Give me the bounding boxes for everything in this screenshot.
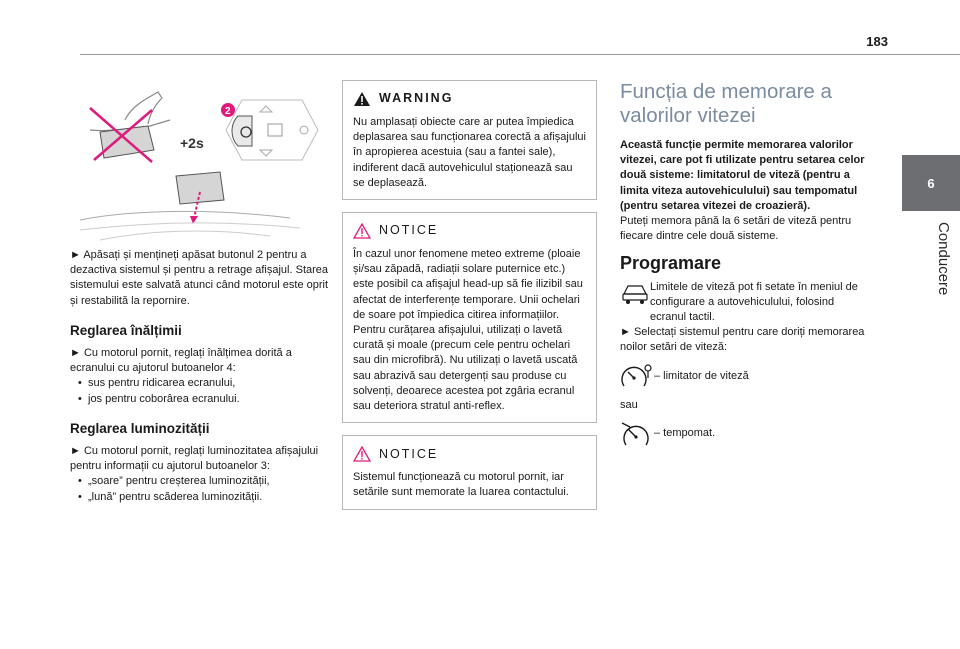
programming-text: Limitele de viteză pot fi setate în meniul de configurare a autovehiculului, folosind ecranul tactil. <box>650 280 858 324</box>
warning-title: WARNING <box>379 91 454 106</box>
programming-heading: Programare <box>620 253 722 274</box>
hud-illustration <box>70 80 338 248</box>
or-text: sau <box>620 398 638 411</box>
brightness-heading: Reglarea luminozității <box>70 420 210 436</box>
notice-triangle-icon <box>353 446 371 462</box>
height-heading: Reglarea înălțimii <box>70 322 182 338</box>
notice-box-2 <box>342 435 597 509</box>
notice-text-weather: În cazul unor fenomene meteo extreme (ploaie și/sau zăpadă, radiații solare puternice etc.) este posibil ca afișajul head-up să fie ilizibil sau afectat de interferențe temporare. Unii ochelari de soare pot împiedica citirea informațiilor. <box>353 248 583 321</box>
height-instruction: ► Cu motorul pornit, reglați înălțimea dorită a ecranului cu ajutorul butoanelor 4: <box>70 347 292 375</box>
limiter-label: – limitator de viteză <box>654 370 749 383</box>
notice-text-memory: Sistemul funcționează cu motorul pornit, iar setările sunt memorate la luarea contactului. <box>353 471 569 499</box>
programming-select: ► Selectați sistemul pentru care doriți memorarea noilor setări de viteză: <box>620 326 865 354</box>
page-number: 183 <box>866 34 888 49</box>
limiter-row <box>620 362 868 392</box>
left-column <box>70 80 338 505</box>
car-icon <box>620 280 650 306</box>
retract-instruction: ► Apăsați și mențineți apăsat butonul 2 pentru a dezactiva sistemul și pentru a retrage afișajul. Starea sistemului este salvată atunci când motorul este oprit și restabilită la repornire. <box>70 249 329 307</box>
list-item: • „lună” pentru scăderea luminozității. <box>78 490 338 505</box>
list-item: • „soare” pentru creșterea luminozității, <box>78 474 338 489</box>
brightness-list <box>70 474 338 504</box>
cruise-row <box>620 419 868 449</box>
chapter-tab[interactable]: 6 <box>902 155 960 211</box>
notice-box <box>342 212 597 423</box>
height-list <box>70 376 338 406</box>
list-item: • jos pentru coborârea ecranului. <box>78 392 338 407</box>
section-title: Funcția de memorare a valorilor vitezei <box>620 80 832 127</box>
speed-limiter-icon <box>620 362 654 392</box>
cruise-control-icon <box>620 419 654 449</box>
middle-column <box>342 80 597 522</box>
warning-box <box>342 80 597 200</box>
notice-title: NOTICE <box>379 223 439 238</box>
callout-number: 2 <box>225 106 231 117</box>
header-rule <box>80 54 960 55</box>
list-item: • sus pentru ridicarea ecranului, <box>78 376 338 391</box>
notice-text-cleaning: Pentru curățarea afișajului, utilizați o lavetă curată și moale (precum cele pentru ochelari sau din microfibră). Nu utilizați o lavetă uscată sau abrazivă sau detergenți sau produse cu solvenți, deoarece acestea pot zgâria ecranul sau deteriora stratul anti-reflex. <box>353 324 578 413</box>
warning-text: Nu amplasați obiecte care ar putea împiedica deplasarea sau funcționarea corectă a afișajului în apropierea acestuia (sau a fantei sale), indiferent dacă autovehiculul staționează sau se deplasează. <box>353 116 586 189</box>
notice-triangle-icon <box>353 223 371 239</box>
brightness-instruction: ► Cu motorul pornit, reglați luminozitatea afișajului pentru informații cu ajutorul butoanelor 3: <box>70 445 319 473</box>
programming-row <box>620 280 868 326</box>
right-column <box>620 80 868 455</box>
hold-label: +2s <box>180 135 204 151</box>
warning-triangle-icon <box>353 91 371 107</box>
memory-intro-bold: Această funcție permite memorarea valorilor vitezei, care pot fi utilizate pentru setarea celor două sisteme: limitatorul de viteză (pentru a limita viteza autovehiculului) sau tempomatul (pentru setarea vitezei de croazieră). <box>620 139 865 212</box>
notice-title-2: NOTICE <box>379 446 439 461</box>
chapter-label: Conducere <box>935 222 952 296</box>
hud-illustration-svg <box>70 80 338 248</box>
memory-intro: Puteți memora până la 6 setări de viteză pentru fiecare dintre cele două sisteme. <box>620 215 852 243</box>
cruise-label: – tempomat. <box>654 427 716 440</box>
